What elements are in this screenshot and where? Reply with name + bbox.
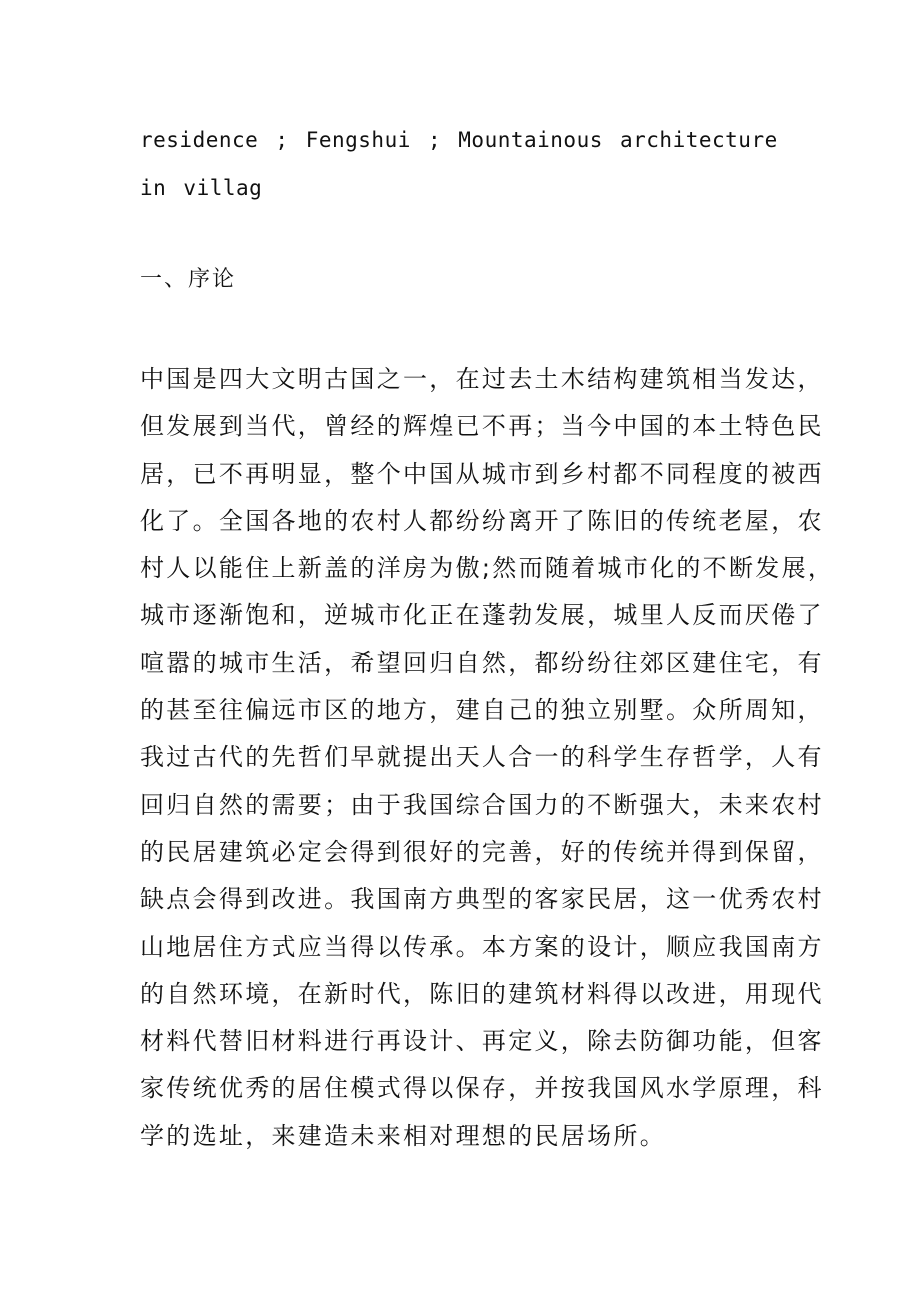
paragraph-line: 的自然环境，在新时代，陈旧的建筑材料得以改进，用现代 (140, 979, 824, 1008)
paragraph-line: 居，已不再明显，整个中国从城市到乡村都不同程度的被西 (140, 459, 824, 488)
paragraph-line: 材料代替旧材料进行再设计、再定义，除去防御功能，但客 (140, 1027, 824, 1056)
paragraph-line: 我过古代的先哲们早就提出天人合一的科学生存哲学，人有 (140, 743, 824, 772)
keywords-text: residence ; Fengshui ; Mountainous architecture in villag (140, 128, 778, 200)
paragraph-line: 化了。全国各地的农村人都纷纷离开了陈旧的传统老屋，农 (140, 506, 824, 535)
paragraph-line: 的甚至往偏远市区的地方，建自己的独立别墅。众所周知， (140, 696, 824, 725)
paragraph-line: 但发展到当代，曾经的辉煌已不再；当今中国的本土特色民 (140, 412, 824, 441)
paragraph-line: 山地居住方式应当得以传承。本方案的设计，顺应我国南方 (140, 932, 824, 961)
paragraph-line: 的民居建筑必定会得到很好的完善，好的传统并得到保留， (140, 837, 824, 866)
section-heading: 一、序论 (140, 267, 237, 292)
paragraph-line: 中国是四大文明古国之一，在过去土木结构建筑相当发达， (140, 365, 824, 393)
paragraph-line: 喧嚣的城市生活，希望回归自然，都纷纷往郊区建住宅，有 (140, 648, 824, 677)
paragraph-line: 回归自然的需要；由于我国综合国力的不断强大，未来农村 (140, 790, 824, 819)
paragraph-line: 村人以能住上新盖的洋房为傲;然而随着城市化的不断发展， (140, 554, 835, 583)
paragraph-line: 学的选址，来建造未来相对理想的民居场所。 (140, 1121, 666, 1150)
paragraph-line: 城市逐渐饱和，逆城市化正在蓬勃发展，城里人反而厌倦了 (140, 601, 824, 630)
paragraph-line: 家传统优秀的居住模式得以保存，并按我国风水学原理，科 (140, 1074, 824, 1103)
body-paragraph (140, 356, 835, 1160)
paragraph-line: 缺点会得到改进。我国南方典型的客家民居，这一优秀农村 (140, 885, 824, 914)
